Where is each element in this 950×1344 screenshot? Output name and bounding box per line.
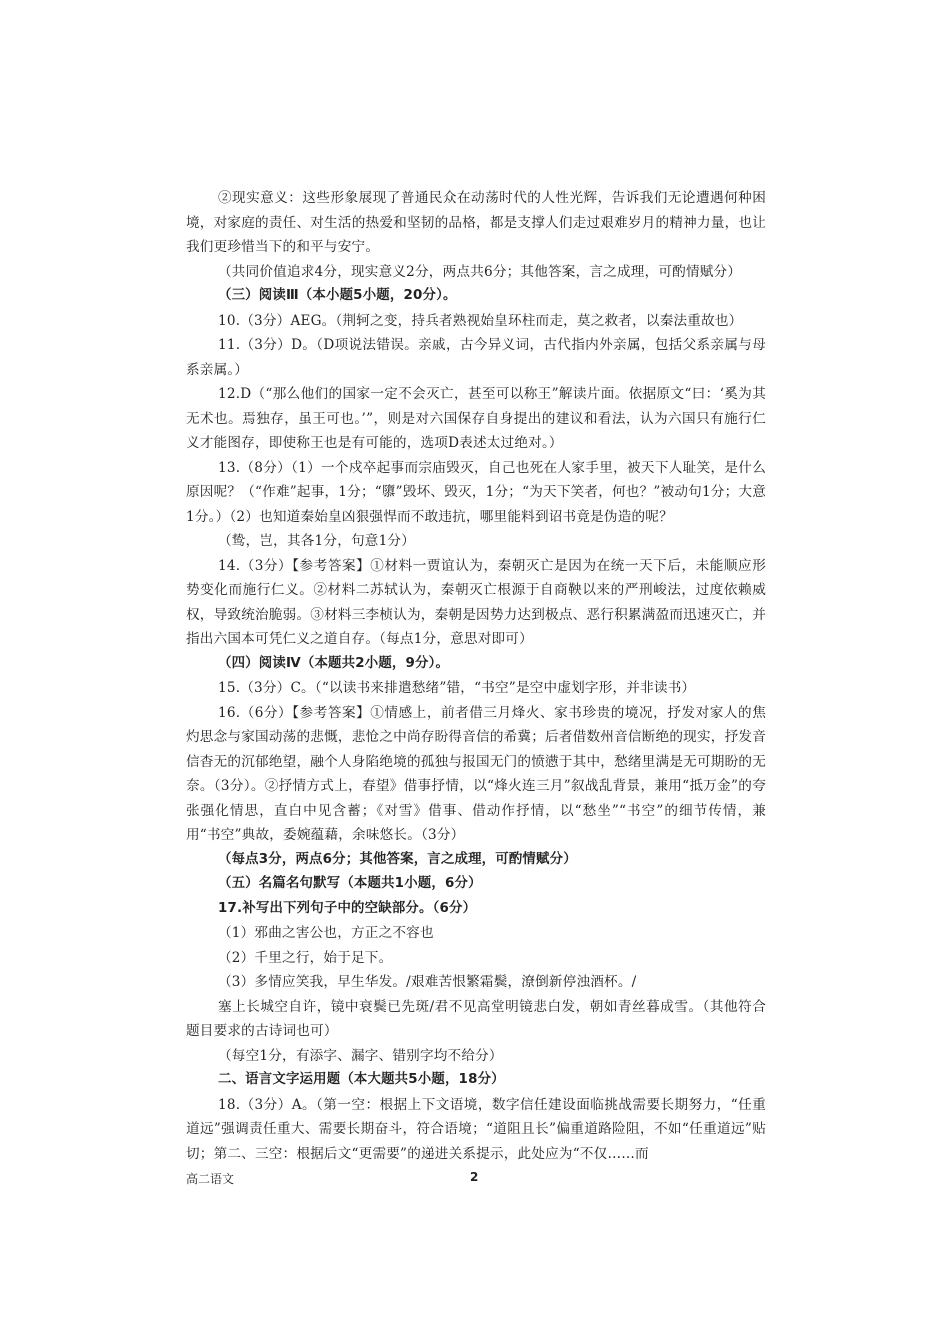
section-heading: （每点3分，两点6分；其他答案，言之成理，可酌情赋分） — [218, 851, 577, 867]
answer-paragraph: 15.（3分）C。（“以读书来排遣愁绪”错，“书空”是空中虚划字形，并非读书） — [218, 680, 696, 696]
answer-paragraph: （2）千里之行，始于足下。 — [218, 949, 393, 966]
section-heading: 二、语言文字运用题（本大题共5小题，18分） — [218, 1072, 505, 1087]
answer-paragraph: 18.（3分）A。（第一空：根据上下文语境，数字信任建设面临挑战需要长期努力，“任重道远”强调责任重大、需要长期奋斗，符合语境；“道阻且长”偏重道路险阻，不如“任重道远”贴切；第二、三空：根据后文“更需要”的递进关系提示，此处应为“不仅……而 — [186, 1096, 766, 1162]
answer-paragraph: 10.（3分）AEG。（荆轲之变，持兵者熟视始皇环柱而走，莫之救者，以秦法重故也） — [218, 312, 743, 329]
answer-paragraph: （3）多情应笑我，早生华发。/艰难苦恨繁霜鬓，潦倒新停浊酒杯。/ — [218, 974, 637, 990]
section-heading: （五）名篇名句默写（本题共1小题，6分） — [218, 876, 482, 891]
section-heading: 17.补写出下列句子中的空缺部分。（6分） — [218, 900, 477, 916]
answer-paragraph: （1）邪曲之害公也，方正之不容也 — [218, 925, 434, 941]
answer-paragraph: 11.（3分）D。（D项说法错误。亲戚，古今异义词，古代指内外亲属，包括父系亲属与母系亲属。） — [186, 337, 766, 378]
answer-paragraph: 16.（6分）【参考答案】①情感上，前者借三月烽火、家书珍贵的境况，抒发对家人的焦灼思念与家国动荡的悲慨，悲怆之中尚存盼得音信的希冀；后者借数州音信断绝的现实，抒发音信杳无的沉郁绝望，融个人身陷绝境的孤独与报国无门的愤懑于其中，愁绪里满是无可期盼的无奈。（3分）。②抒情方式上，春望》借事抒情，以“烽火连三月”叙战乱背景，兼用“抵万金”的夸张强化情思，直白中见含蓄；《对雪》借事、借动作抒情，以“愁坐”“书空”的细节传情，兼用“书空”典故，委婉蕴藉，余味悠长。（3分） — [186, 704, 766, 843]
answer-paragraph: （鸷，岂，其各1分，句意1分） — [218, 533, 416, 549]
answer-paragraph: （共同价值追求4分，现实意义2分，两点共6分；其他答案，言之成理，可酌情赋分） — [218, 263, 742, 280]
answer-key-body — [186, 186, 766, 1166]
answer-paragraph: （每空1分，有添字、漏字、错别字均不给分） — [218, 1047, 503, 1064]
footer-subject: 高二语文 — [186, 1172, 235, 1186]
section-heading: （四）阅读Ⅳ（本题共2小题，9分）。 — [218, 655, 450, 671]
answer-paragraph: 塞上长城空自许，镜中衰鬓已先斑/君不见高堂明镜悲白发，朝如青丝暮成雪。（其他符合题目要求的古诗词也可） — [186, 998, 766, 1039]
answer-paragraph: ②现实意义：这些形象展现了普通民众在动荡时代的人性光辉，告诉我们无论遭遇何种困境，对家庭的责任、对生活的热爱和坚韧的品格，都是支撑人们走过艰难岁月的精神力量，也让我们更珍惜当下的和平与安宁。 — [186, 190, 766, 255]
answer-paragraph: 12.D（“那么他们的国家一定不会灭亡，甚至可以称王”解读片面。依据原文“曰：‘奚为其无术也。焉独存，虽王可也。’”，则是对六国保存自身提出的建议和看法，认为六国只有施行仁义才能图存，即使称王也是有可能的，选项D表述太过绝对。） — [186, 386, 766, 451]
section-heading: （三）阅读Ⅲ（本小题5小题，20分）。 — [218, 288, 457, 303]
answer-paragraph: 14.（3分）【参考答案】①材料一贾谊认为，秦朝灭亡是因为在统一天下后，未能顺应形势变化而施行仁义。②材料二苏轼认为，秦朝灭亡根源于自商鞅以来的严刑峻法，过度依赖威权，导致统治脆弱。③材料三李桢认为，秦朝是因势力达到极点、恶行积累满盈而迅速灭亡，并指出六国本可凭仁义之道自存。（每点1分，意思对即可） — [186, 557, 766, 647]
answer-paragraph: 13.（8分）（1）一个戍卒起事而宗庙毁灭，自己也死在人家手里，被天下人耻笑，是什么原因呢？（“作难”起事，1分；“隳”毁坏、毁灭，1分；“为天下笑者，何也？”被动句1分；大意1分。）（2）也知道秦始皇凶狠强悍而不敢违抗，哪里能料到诏书竟是伪造的呢？ — [186, 459, 766, 525]
page-number: 2 — [470, 1170, 479, 1184]
